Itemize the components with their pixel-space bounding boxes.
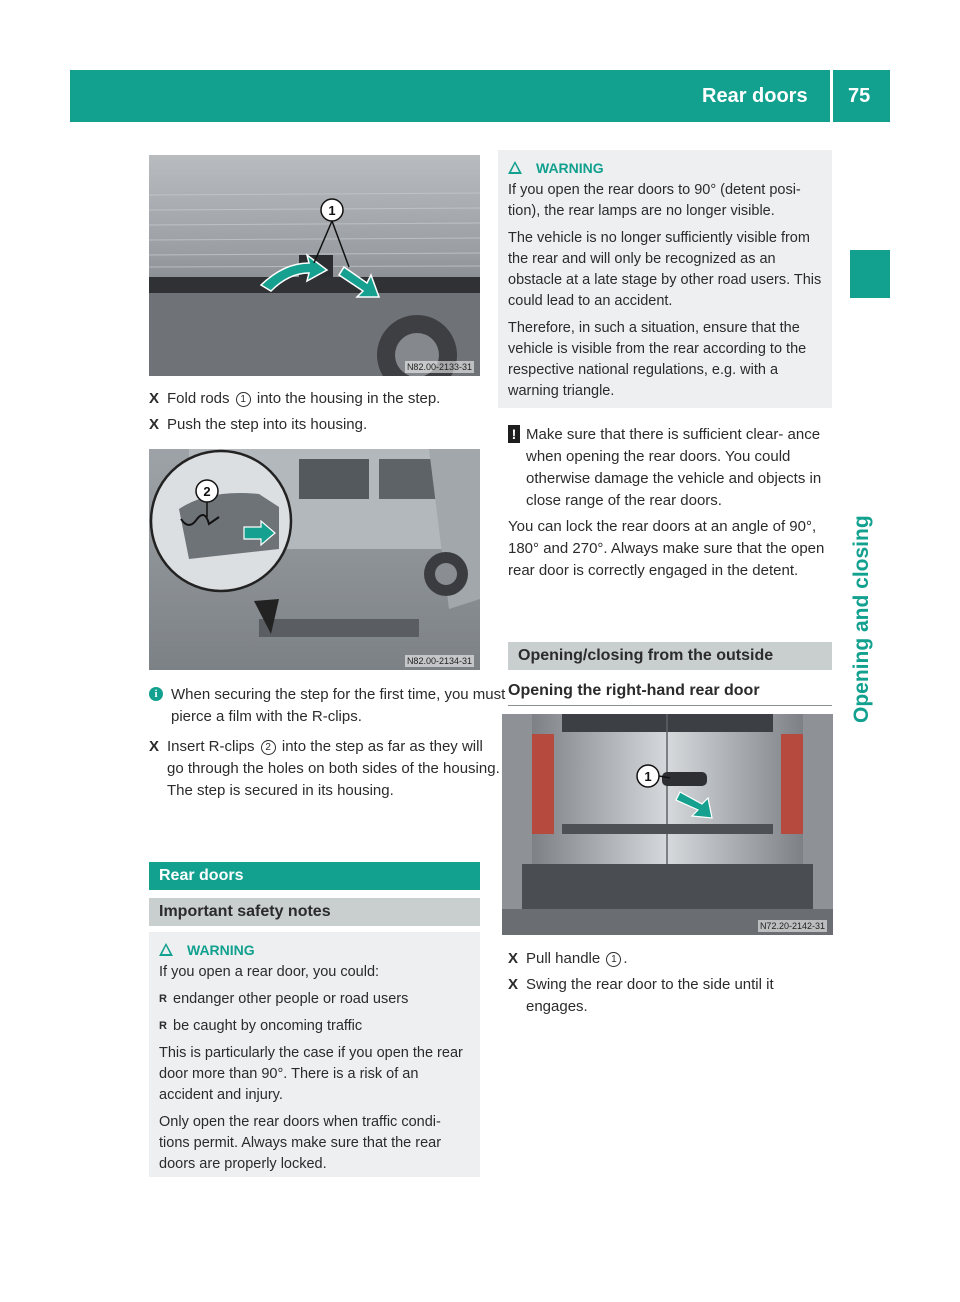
step-text: Swing the rear door to the side until it engages. xyxy=(526,976,774,1015)
warning-paragraph: Therefore, in such a situation, ensure that the vehicle is visible from the rear according to the respective national regulations, e.g. with a warning triangle. xyxy=(508,320,807,399)
section-title-rear-doors: Rear doors xyxy=(149,862,480,890)
warning-label: WARNING xyxy=(536,160,604,176)
subsection-title-safety: Important safety notes xyxy=(149,898,480,926)
step-rclip-image xyxy=(149,449,480,670)
warning-paragraph: This is particularly the case if you open the rear door more than 90°. There is a risk of an accident and injury. xyxy=(159,1045,463,1103)
info-note xyxy=(149,684,506,728)
step-text-before: Pull handle xyxy=(526,950,605,967)
header-title: Rear doors xyxy=(702,85,808,107)
image-code: N82.00-2133-31 xyxy=(406,362,472,372)
step-rclip-illustration xyxy=(149,449,480,670)
side-tab-label: Opening and closing xyxy=(850,515,873,723)
image-code: N72.20-2142-31 xyxy=(759,921,825,931)
step-rods-image xyxy=(149,155,480,376)
warning-label: WARNING xyxy=(187,942,255,958)
damage-notice xyxy=(508,424,844,512)
warning-icon xyxy=(159,943,173,956)
step-marker: X xyxy=(508,950,519,967)
step-text-before: Insert R-clips xyxy=(167,738,259,755)
subsection-title-outside: Opening/closing from the outside xyxy=(508,642,832,670)
step-text: Push the step into its housing. xyxy=(167,416,368,433)
step-text-after: into the step as far as they will go through the holes on both sides of the housing. xyxy=(167,738,500,777)
step-text-after: into the housing in the step. xyxy=(252,390,441,407)
warning-icon xyxy=(508,161,522,174)
side-tab-marker xyxy=(850,250,890,298)
callout-1-icon: 1 xyxy=(236,392,251,407)
info-text: When securing the step for the first time, you must pierce a film with the R-clips. xyxy=(171,686,506,725)
step-insert-rclips xyxy=(149,736,502,802)
rear-door-illustration xyxy=(502,714,833,935)
warning-paragraph: The vehicle is no longer sufficiently visible from the rear and will only be recognized as an obstacle at a late stage by other road users. This could lead to an accident. xyxy=(508,230,822,309)
callout-2-label: 2 xyxy=(203,484,211,499)
header-separator xyxy=(830,70,833,122)
warning-bullet: R be caught by oncoming traffic xyxy=(159,1016,472,1037)
warning-heading xyxy=(159,940,472,960)
step-marker: X xyxy=(149,738,160,755)
step-result: The step is secured in its housing. xyxy=(167,782,394,799)
image-code: N82.00-2134-31 xyxy=(406,656,472,666)
info-icon: i xyxy=(149,687,163,701)
step-fold-rods xyxy=(149,388,502,410)
callout-1-label: 1 xyxy=(644,769,652,784)
warning-bullet: R endanger other people or road users xyxy=(159,989,472,1010)
page-number: 75 xyxy=(848,85,871,107)
step-marker: X xyxy=(149,390,160,407)
warning-heading xyxy=(508,158,824,178)
warning-box-left xyxy=(149,932,480,1177)
heading-rule xyxy=(508,705,832,706)
callout-2-icon: 2 xyxy=(261,740,276,755)
warning-box-right xyxy=(498,150,832,408)
warning-paragraph: Only open the rear doors when traffic condi- tions permit. Always make sure that the rear doors are properly locked. xyxy=(159,1114,442,1172)
warning-paragraph: If you open the rear doors to 90° (detent posi- tion), the rear lamps are no longer visible. xyxy=(508,182,801,219)
exclamation-icon: ! xyxy=(508,425,520,443)
step-marker: X xyxy=(508,976,519,993)
step-pull-handle xyxy=(508,948,854,970)
notice-text: Make sure that there is sufficient clear- ance when opening the rear doors. You could otherwise damage the vehicle and objects in close range of the rear doors. xyxy=(526,426,822,509)
step-marker: X xyxy=(149,416,160,433)
step-text-after: . xyxy=(623,950,628,967)
heading-right-hand-door: Opening the right-hand rear door xyxy=(508,682,760,699)
page-header xyxy=(70,70,890,122)
warning-intro: If you open a rear door, you could: xyxy=(159,964,380,980)
rear-door-image xyxy=(502,714,833,935)
step-swing-door xyxy=(508,974,826,1018)
step-rods-illustration xyxy=(149,155,480,376)
step-text-before: Fold rods xyxy=(167,390,234,407)
lock-angles-paragraph: You can lock the rear doors at an angle of 90°, 180° and 270°. Always make sure that the open rear door is correctly engaged in the detent. xyxy=(508,518,825,579)
step-push-step xyxy=(149,414,502,436)
callout-1-icon: 1 xyxy=(606,952,621,967)
callout-1-label: 1 xyxy=(328,203,336,218)
